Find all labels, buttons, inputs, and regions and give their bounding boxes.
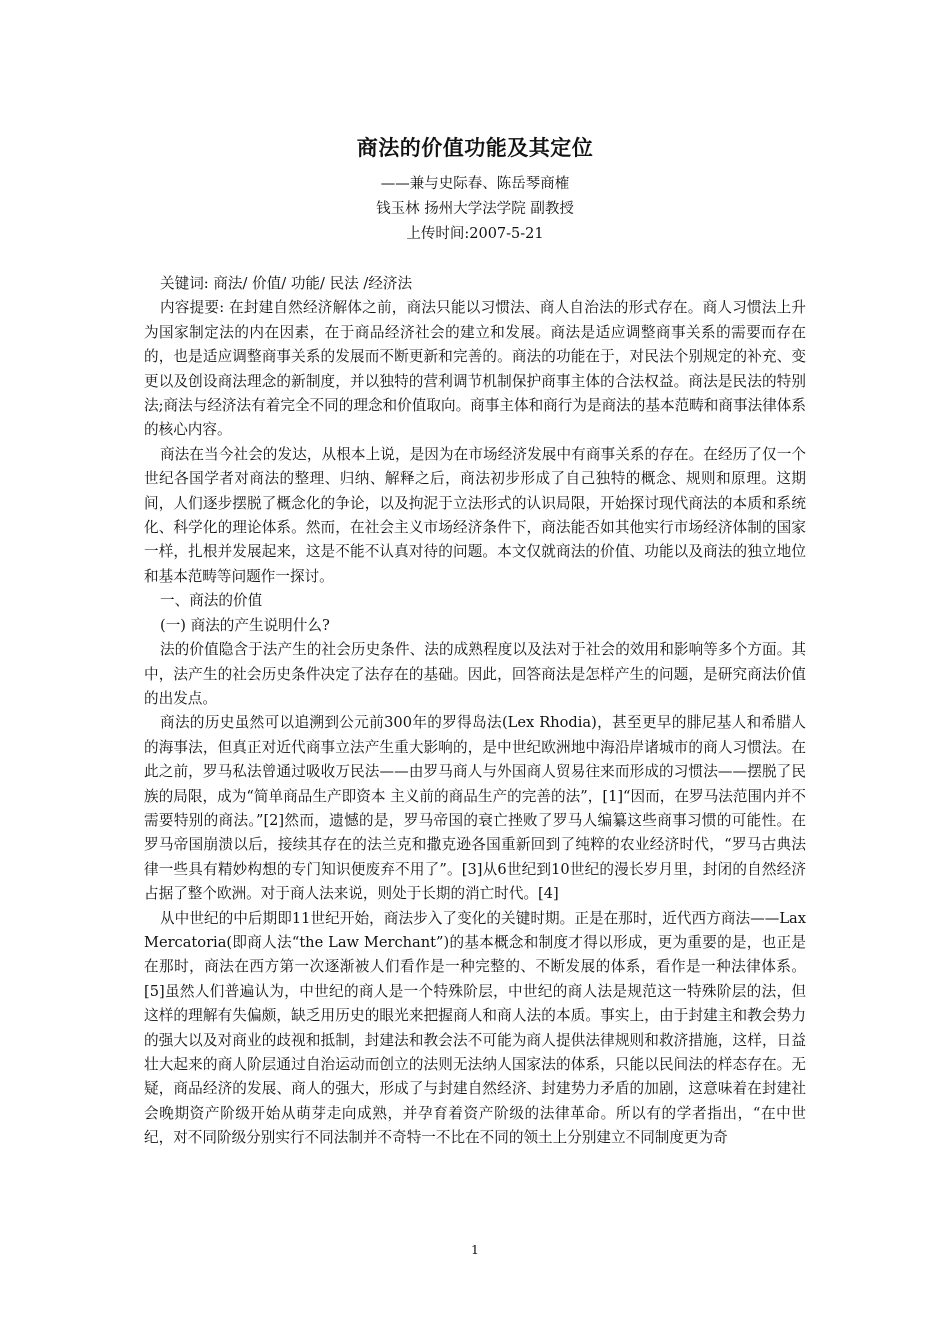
body-paragraph-3: 从中世纪的中后期即11世纪开始，商法步入了变化的关键时期。正是在那时，近代西方商法——Lax Mercatoria(即商人法“the Law Merchant”)的基本概念和制度才得以形成，更为重要的是，也正是在那时，商法在西方第一次逐渐被人们看作是一种完整的、不断发展的体系，看作是一种法律体系。[5]虽然人们普遍认为，中世纪的商人是一个特殊阶层，中世纪的商人法是规范这一特殊阶层的法，但这样的理解有失偏颇，缺乏用历史的眼光来把握商人和商人法的本质。事实上，由于封建主和教会势力的强大以及对商业的歧视和抵制，封建法和教会法不可能为商人提供法律规则和救济措施，这样，日益壮大起来的商人阶层通过自治运动而创立的法则无法纳人国家法的体系，只能以民间法的样态存在。无疑，商品经济的发展、商人的强大，形成了与封建自然经济、封建势力矛盾的加剧，这意味着在封建社会晚期资产阶级开始从萌芽走向成熟，并孕育着资产阶级的法律革命。所以有的学者指出，“在中世纪，对不同阶级分别实行不同法制并不奇特一不比在不同的领土上分别建立不同制度更为奇 <box>144 909 806 1147</box>
document-header <box>144 128 806 247</box>
keywords-line: 关键词: 商法/ 价值/ 功能/ 民法 /经济法 <box>160 275 413 292</box>
upload-time: 上传时间:2007-5-21 <box>406 226 544 242</box>
intro-paragraph: 商法在当今社会的发达，从根本上说，是因为在市场经济发展中有商事关系的存在。在经历了仅一个世纪各国学者对商法的整理、归纳、解释之后，商法初步形成了自己独特的概念、规则和原理。这期间，人们逐步摆脱了概念化的争论，以及拘泥于立法形式的认识局限，开始探讨现代商法的本质和系统化、科学化的理论体系。然而，在社会主义市场经济条件下，商法能否如其他实行市场经济体制的国家一样，扎根并发展起来，这是不能不认真对待的问题。本文仅就商法的价值、功能以及商法的独立地位和基本范畴等问题作一探讨。 <box>144 445 806 585</box>
section-heading: 一、商法的价值 <box>160 592 263 610</box>
body-paragraph-2: 商法的历史虽然可以追溯到公元前300年的罗得岛法(Lex Rhodia)，甚至更早的腓尼基人和希腊人的海事法，但真正对近代商事立法产生重大影响的，是中世纪欧洲地中海沿岸诸城市的商人习惯法。在此之前，罗马私法曾通过吸收万民法——由罗马商人与外国商人贸易往来而形成的习惯法——摆脱了民族的局限，成为“简单商品生产即资本 主义前的商品生产的完善的法”，[1]“因而，在罗马法范围内并不需要特别的商法。”[2]然而，遗憾的是，罗马帝国的衰亡挫败了罗马人编纂这些商事习惯的可能性。在罗马帝国崩溃以后，接续其存在的法兰克和撒克逊各国重新回到了纯粹的农业经济时代，“罗马古典法律一些具有精妙构想的专门知识便废弃不用了”。[3]从6世纪到10世纪的漫长岁月里，封闭的自然经济占据了整个欧洲。对于商人法来说，则处于长期的消亡时代。[4] <box>144 714 806 903</box>
document-subtitle: ——兼与史际春、陈岳琴商榷 <box>380 176 570 192</box>
document-body <box>144 272 806 1151</box>
page-number: 1 <box>471 1242 479 1257</box>
author-line: 钱玉林 扬州大学法学院 副教授 <box>376 201 574 217</box>
document-title: 商法的价值功能及其定位 <box>356 135 594 160</box>
abstract-paragraph: 内容提要: 在封建自然经济解体之前，商法只能以习惯法、商人自治法的形式存在。商人习惯法上升为国家制定法的内在因素，在于商品经济社会的建立和发展。商法是适应调整商事关系的需要而存在的，也是适应调整商事关系的发展而不断更新和完善的。商法的功能在于，对民法个别规定的补充、变更以及创设商法理念的新制度，并以独特的营利调节机制保护商事主体的合法权益。商法是民法的特别法;商法与经济法有着完全不同的理念和价值取向。商事主体和商行为是商法的基本范畴和商事法律体系的核心内容。 <box>144 299 806 439</box>
subsection-heading: (一) 商法的产生说明什么? <box>160 616 330 634</box>
body-paragraph-1: 法的价值隐含于法产生的社会历史条件、法的成熟程度以及法对于社会的效用和影响等多个方面。其中，法产生的社会历史条件决定了法存在的基础。因此，回答商法是怎样产生的问题，是研究商法价值的出发点。 <box>144 641 806 707</box>
